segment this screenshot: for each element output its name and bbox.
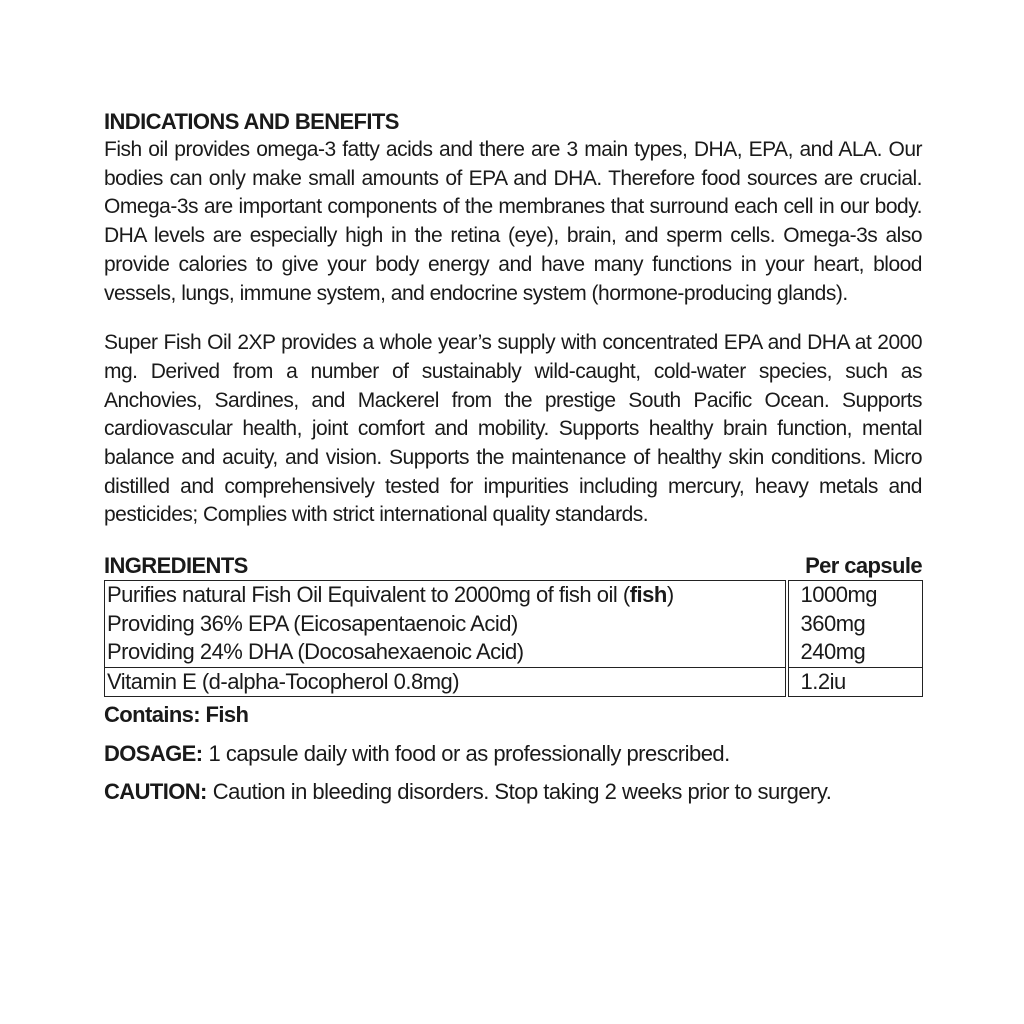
ingredients-header <box>104 552 922 580</box>
ingredient-name: Providing 36% EPA (Eicosapentaenoic Acid) <box>105 610 787 639</box>
contains-allergen: Contains: Fish <box>104 702 249 728</box>
product-label-page <box>104 108 922 807</box>
allergen-highlight: fish <box>629 582 667 608</box>
caution-label: CAUTION: <box>104 779 207 805</box>
caution-text: Caution in bleeding disorders. Stop taking 2 weeks prior to surgery. <box>212 779 832 805</box>
caution-section <box>104 777 922 807</box>
ingredient-amount: 1.2iu <box>787 667 923 697</box>
dosage-label: DOSAGE: <box>104 741 203 767</box>
table-row <box>105 638 923 667</box>
ingredient-name <box>105 581 787 610</box>
table-row <box>105 581 923 610</box>
ingredient-amount: 1000mg <box>787 581 923 610</box>
ingredient-amount: 360mg <box>787 610 923 639</box>
dosage-section <box>104 739 922 769</box>
ingredient-name-text: Purifies natural Fish Oil Equivalent to 2000mg of fish oil ( <box>107 582 630 608</box>
dosage-text: 1 capsule daily with food or as professionally prescribed. <box>208 741 730 767</box>
table-row <box>105 610 923 639</box>
ingredients-heading: INGREDIENTS <box>104 553 248 579</box>
ingredient-amount: 240mg <box>787 638 923 667</box>
ingredient-name-suffix: ) <box>666 582 674 608</box>
table-row <box>105 667 923 697</box>
per-capsule-label: Per capsule <box>805 553 922 579</box>
indications-heading: INDICATIONS AND BENEFITS <box>104 109 399 134</box>
indications-paragraph-1: Fish oil provides omega-3 fatty acids and there are 3 main types, DHA, EPA, and ALA. Our bodies can only make small amounts of EPA and DHA. Therefore food sources are crucial. Omega-3s are important components of the membranes that surround each cell in our body. DHA levels are especially high in the retina (eye), brain, and sperm cells. Omega-3s also provide calories to give your body energy and have many functions in your heart, blood vessels, lungs, immune system, and endocrine system (hormone-producing glands). <box>104 138 922 305</box>
indications-paragraph-2: Super Fish Oil 2XP provides a whole year’s supply with concentrated EPA and DHA at 2000 mg. Derived from a number of sustainably wild-caught, cold-water species, such as Anchovies, Sardines, and Mackerel from the prestige South Pacific Ocean. Supports cardiovascular health, joint comfort and mobility. Supports healthy brain function, mental balance and acuity, and vision. Supports the maintenance of healthy skin conditions. Micro distilled and comprehensively tested for impurities including mercury, heavy metals and pesticides; Complies with strict international quality standards. <box>104 331 922 527</box>
ingredient-name: Providing 24% DHA (Docosahexaenoic Acid) <box>105 638 787 667</box>
ingredients-table <box>104 580 923 697</box>
ingredient-name: Vitamin E (d-alpha-Tocopherol 0.8mg) <box>105 667 787 697</box>
